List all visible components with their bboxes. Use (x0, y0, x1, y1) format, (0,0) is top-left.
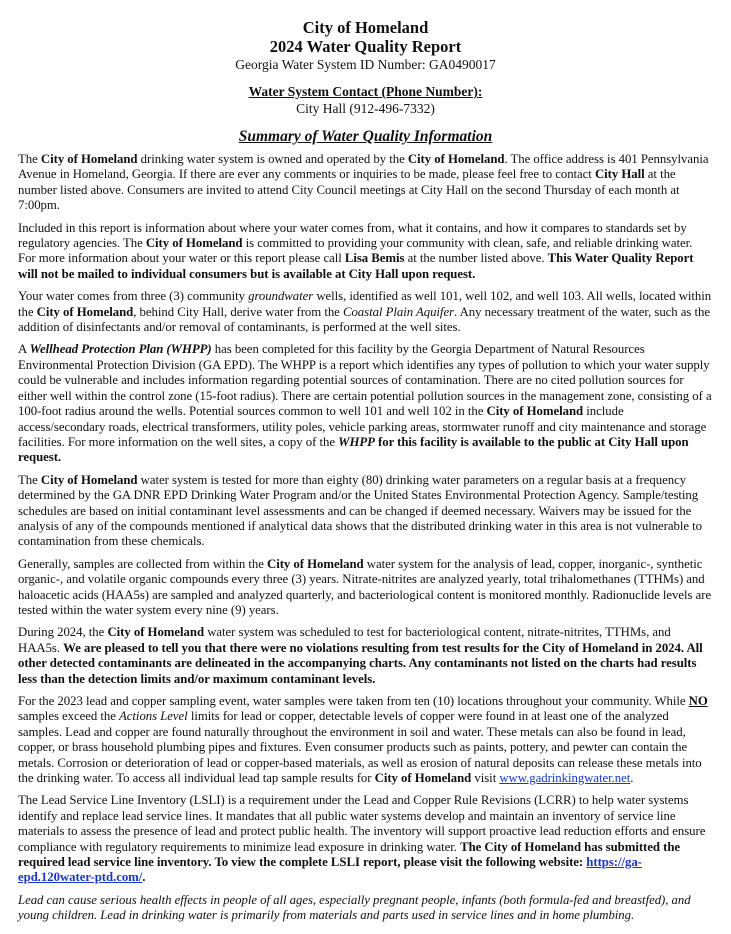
city-title: City of Homeland (302, 18, 429, 37)
text: water system for the analysis of lead, copper, inorganic-, synthetic organic-, and volatile organic compounds every three (3) years. Nitrate-nitrites are analyzed yearly, total trihalomethanes (TTHMs) and haloacetic acids (HAA5s) are sampled and analyzed quarterly, and bacteriological content is monitored monthly. Radionuclide levels are tested within the water system every nine (9) years. (18, 556, 712, 617)
text-bold: City of Homeland (407, 152, 505, 166)
text: Included in this report is information about where your water comes from, what it contains, and how it compares to standards set by regulatory agencies. The (18, 220, 687, 251)
text: . The office address is 401 Pennsylvania Avenue in Homeland, Georgia. If there are ever any comments or inquiries to be made, please feel free to contact (18, 152, 709, 182)
text: . (630, 771, 634, 786)
paragraph-lead-health: Lead can cause serious health effects in people of all ages, especially pregnant people, infants (both formula-fed and breastfed), and young children. Lead in drinking water is primarily from materials and parts used in service lines and in home plumbing. (18, 892, 691, 923)
text: The Lead Service Line Inventory (LSLI) is a requirement under the Lead and Copper Rule Revisions (LCRR) to help water systems identify and replace lead service lines. It mandates that all public water systems develop and maintain an inventory of service line materials to assess the presence of lead and protect public health. The inventory will support proactive lead reduction efforts and ensure compliance with regulatory requirements to minimize lead exposure in drinking water. (18, 793, 706, 854)
text: Your water comes from three (3) community (18, 289, 249, 304)
text: limits for lead or copper, detectable levels of copper were found in at least one of the analyzed samples. Lead and copper are found naturally throughout the environment in soil and water. These metals can also be found in lead, copper, or brass household plumbing pipes and fixtures. Even consumer products such as paints, pottery, and pewter can contain the metals. Corrosion or deterioration of lead or copper-based materials, as well as erosion of natural deposits can release these metals into the drinking water. To access all individual lead tap sample results for (18, 709, 702, 786)
text-bold: The City of Homeland has submitted the required lead service line inventory. To view the complete LSLI report, please visit the following website: (18, 839, 681, 870)
text-bold-italic: WHPP (338, 434, 375, 449)
paragraph-lsli (18, 793, 713, 885)
paragraph-lead-copper (18, 694, 713, 786)
paragraph-water-source (18, 289, 713, 335)
text: The (18, 152, 41, 166)
text-bold: for this facility is available to the public at City Hall upon request. (18, 434, 689, 465)
text-italic: groundwater (248, 289, 314, 304)
text: A (18, 342, 30, 357)
text-bold-italic: Wellhead Protection Plan (WHPP) (29, 342, 212, 357)
text-bold: Lisa Bemis (344, 251, 405, 266)
text-bold-underline: NO (688, 694, 708, 708)
text: visit (471, 771, 500, 786)
text: samples exceed the (18, 709, 120, 724)
text: water system was scheduled to test for bacteriological content, nitrate-nitrites, TTHMs, and HAA5s. (18, 625, 671, 655)
text: . Any necessary treatment of the water, such as the addition of disinfectants and/or removal of contaminants, is performed at the well sites. (18, 304, 710, 335)
text: Generally, samples are collected from within the (18, 556, 268, 571)
gadrinkingwater-link[interactable]: www.gadrinkingwater.net (499, 771, 631, 786)
text: at the number listed above. (404, 251, 548, 266)
text: wells, identified as well 101, well 102, and well 103. All wells, located within the (18, 289, 712, 319)
text-bold: City Hall (594, 167, 645, 182)
text-bold: City of Homeland (374, 771, 472, 786)
paragraph-ownership (18, 152, 713, 214)
text-italic: Actions Level (119, 709, 188, 724)
report-title: 2024 Water Quality Report (269, 37, 462, 56)
text: at the number listed above. Consumers are invited to attend City Council meetings at City Hall on the second Thursday of each month at 7:00pm. (18, 167, 680, 213)
paragraph-testing (18, 473, 713, 550)
text-bold: City of Homeland (40, 472, 138, 487)
text: The (18, 472, 41, 487)
text-bold: We are pleased to tell you that there were no violations resulting from test results for the City of Homeland in 2024. All other detected contaminants are delineated in the accompanying charts. Any contaminants not listed on the charts had results less than the detection limits and/or maximum contaminant levels. (18, 640, 703, 686)
text-bold: This Water Quality Report will not be mailed to individual consumers but is available at City Hall upon request. (18, 251, 694, 281)
text-bold: City of Homeland (267, 556, 364, 571)
contact-value: City Hall (912-496-7332) (296, 101, 435, 116)
paragraph-wellhead-protection (18, 342, 713, 465)
paragraph-report-info (18, 221, 713, 283)
system-id: Georgia Water System ID Number: GA0490017 (235, 57, 496, 72)
text-bold: City of Homeland (145, 236, 243, 251)
text: For the 2023 lead and copper sampling event, water samples were taken from ten (10) locations throughout your community. While (18, 694, 689, 708)
text: , behind City Hall, derive water from the (133, 304, 343, 319)
text-bold: City of Homeland (36, 304, 134, 319)
text: has been completed for this facility by the Georgia Department of Natural Resources Environmental Protection Division (GA EPD). The WHPP is a report which identifies any types of pollution to which your water supply could be vulnerable and includes information regarding potential sources of contamination. There are no cited pollution sources for either well within the control zone (15-foot radius). There are certain potential pollution sources in the management zone, consisting of a 100-foot radius around the wells. Potential sources common to well 101 and well 102 in the (18, 342, 712, 419)
paragraph-2024-results (18, 625, 713, 687)
text-bold: City of Homeland (107, 625, 205, 640)
text-italic: Coastal Plain Aquifer (342, 304, 455, 319)
summary-heading: Summary of Water Quality Information (238, 128, 493, 145)
text-bold: . (142, 870, 146, 885)
text-bold: City of Homeland (486, 404, 584, 419)
text: water system is tested for more than eighty (80) drinking water parameters on a regular basis at a frequency determined by the GA DNR EPD Drinking Water Program and/or the United States Environmental Protection Agency. Sample/testing schedules are based on initial contaminant level assessments and can be changed if deemed necessary. Waivers may be issued for the analysis of any of the compounds mentioned if analytical data shows that the distributed drinking water in this area is not vulnerable to contamination from these chemicals. (18, 472, 703, 549)
text-bold: City of Homeland (40, 152, 138, 166)
text: drinking water system is owned and operated by the (137, 152, 408, 166)
text: include access/secondary roads, electrical transformers, utility poles, vehicle parking areas, stormwater runoff and city maintenance and storage facilities. For more information on the well sites, a copy of the (18, 404, 707, 449)
lsli-report-link[interactable]: https://ga-epd.120water-ptd.com/ (18, 855, 642, 885)
text: During 2024, the (18, 625, 108, 640)
contact-heading: Water System Contact (Phone Number): (248, 84, 483, 99)
report-header (18, 18, 713, 146)
paragraph-sampling (18, 557, 713, 619)
text: is committed to providing your community with clean, safe, and reliable drinking water. For more information about your water or this report please call (18, 236, 693, 266)
